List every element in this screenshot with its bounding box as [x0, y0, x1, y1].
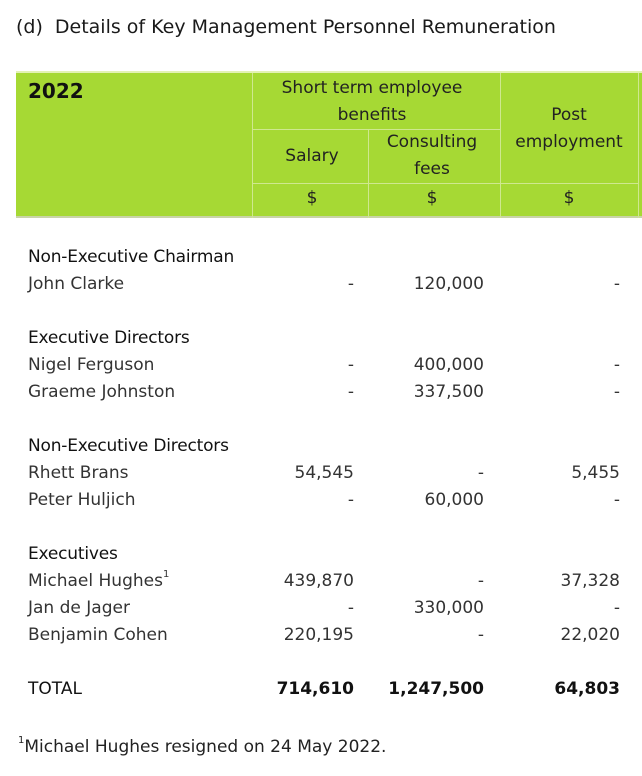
- post-cell: -: [613, 490, 620, 510]
- person-name: [28, 571, 169, 591]
- section-letter: (d): [16, 16, 43, 38]
- footnote-number: 1: [18, 735, 25, 746]
- section-title: [16, 16, 556, 38]
- consulting-cell: 337,500: [413, 382, 484, 402]
- salary-cell: -: [347, 382, 354, 402]
- total-salary: 714,610: [276, 679, 354, 699]
- consulting-header-line1: Consulting: [386, 132, 478, 152]
- salary-cell: -: [347, 355, 354, 375]
- consulting-cell: -: [477, 463, 484, 483]
- total-consulting: 1,247,500: [388, 679, 484, 699]
- consulting-cell: -: [477, 571, 484, 591]
- person-name: Nigel Ferguson: [28, 355, 155, 375]
- person-name: Peter Huljich: [28, 490, 136, 510]
- person-name: Graeme Johnston: [28, 382, 176, 402]
- post-currency: $: [563, 188, 575, 208]
- salary-cell: -: [347, 598, 354, 618]
- col-divider: [368, 129, 369, 218]
- salary-cell: 54,545: [294, 463, 354, 483]
- post-cell: -: [613, 598, 620, 618]
- section-heading: Non-Executive Chairman: [28, 247, 235, 267]
- person-name: Benjamin Cohen: [28, 625, 168, 645]
- salary-header: Salary: [285, 146, 339, 166]
- year-label: 2022: [28, 79, 84, 103]
- post-header-line2: employment: [515, 132, 623, 152]
- post-header-line1: Post: [551, 105, 587, 125]
- section-heading: Executive Directors: [28, 328, 190, 348]
- salary-cell: -: [347, 274, 354, 294]
- person-name: Rhett Brans: [28, 463, 129, 483]
- person-name: John Clarke: [28, 274, 125, 294]
- row-divider: [252, 183, 638, 184]
- footnote-text: Michael Hughes resigned on 24 May 2022.: [24, 737, 387, 757]
- post-employment-header: [506, 102, 632, 156]
- section-title-text: Details of Key Management Personnel Remuneration: [54, 16, 556, 38]
- section-heading: Non-Executive Directors: [28, 436, 229, 456]
- post-cell: -: [613, 382, 620, 402]
- consulting-cell: -: [477, 625, 484, 645]
- salary-cell: 220,195: [283, 625, 354, 645]
- footnote: [18, 737, 386, 757]
- post-cell: 22,020: [560, 625, 620, 645]
- col-divider: [638, 73, 639, 218]
- consulting-cell: 400,000: [413, 355, 484, 375]
- consulting-cell: 60,000: [424, 490, 484, 510]
- post-cell: 5,455: [571, 463, 620, 483]
- consulting-cell: 120,000: [413, 274, 484, 294]
- col-divider: [500, 73, 501, 218]
- col-divider: [252, 73, 253, 218]
- consulting-cell: 330,000: [413, 598, 484, 618]
- total-label: TOTAL: [28, 679, 82, 699]
- short-term-header-line1: Short term employee: [281, 78, 463, 98]
- salary-cell: 439,870: [283, 571, 354, 591]
- consulting-currency: $: [426, 188, 438, 208]
- salary-currency: $: [306, 188, 318, 208]
- salary-cell: -: [347, 490, 354, 510]
- footnote-marker: 1: [162, 569, 170, 580]
- consulting-fees-header: [376, 129, 488, 183]
- table-header: [16, 71, 642, 218]
- post-cell: 37,328: [560, 571, 620, 591]
- short-term-header-line2: benefits: [337, 105, 407, 125]
- section-heading: Executives: [28, 544, 118, 564]
- post-cell: -: [613, 274, 620, 294]
- short-term-benefits-header: [262, 75, 482, 129]
- person-name: Jan de Jager: [28, 598, 130, 618]
- post-cell: -: [613, 355, 620, 375]
- consulting-header-line2: fees: [414, 159, 450, 179]
- person-name-text: Michael Hughes: [28, 571, 163, 591]
- total-post: 64,803: [554, 679, 620, 699]
